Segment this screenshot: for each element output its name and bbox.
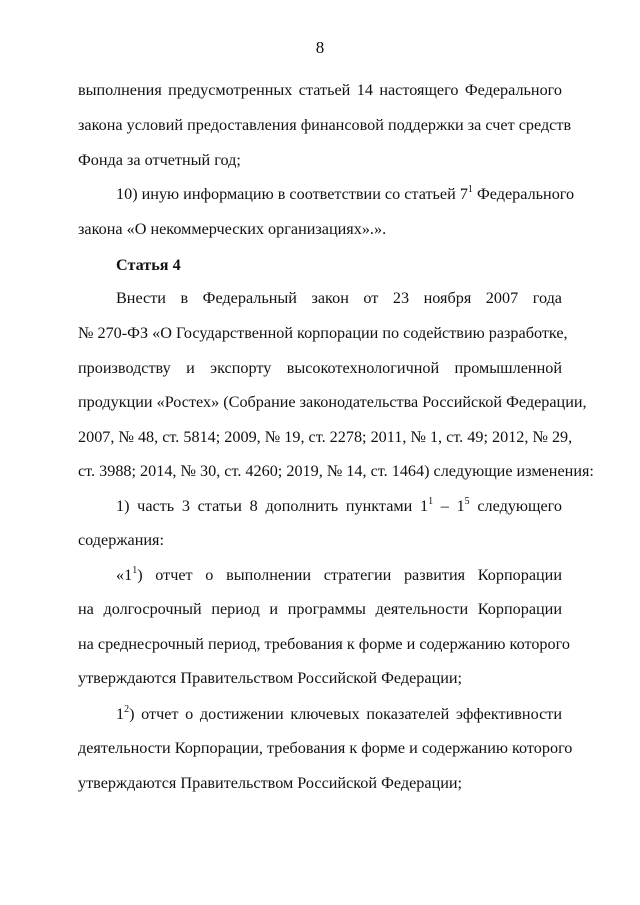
text-line: Внести в Федеральный закон от 23 ноября 2007 года: [116, 289, 562, 307]
text-line: Фонда за отчетный год;: [78, 151, 241, 169]
text-run: 1) часть 3 статьи 8 дополнить пунктами 1: [116, 497, 429, 515]
text-line: на среднесрочный период, требования к форме и содержанию которого: [78, 635, 570, 653]
text-run: 1: [116, 705, 125, 723]
text-line: утверждаются Правительством Российской Федерации;: [78, 774, 463, 792]
text-line: [116, 183, 575, 204]
text-line: содержания:: [78, 531, 164, 549]
text-line: 2007, № 48, ст. 5814; 2009, № 19, ст. 2278; 2011, № 1, ст. 49; 2012, № 29,: [78, 428, 573, 446]
text-line: закона «О некоммерческих организациях».».: [78, 220, 387, 238]
text-run: следующего: [469, 497, 563, 515]
superscript: 5: [464, 495, 470, 507]
text-line: ст. 3988; 2014, № 30, ст. 4260; 2019, № 14, ст. 1464) следующие изменения:: [78, 462, 594, 480]
text-line: [116, 704, 562, 724]
text-line: утверждаются Правительством Российской Федерации;: [78, 669, 463, 687]
text-line: продукции «Ростех» (Собрание законодательства Российской Федерации,: [78, 393, 587, 411]
text-run: «1: [116, 566, 133, 584]
superscript: 2: [124, 703, 130, 715]
superscript: 1: [428, 495, 434, 507]
page-number: 8: [315, 38, 325, 57]
text-line: деятельности Корпорации, требования к форме и содержанию которого: [78, 739, 573, 757]
text-run: ) отчет о достижении ключевых показателей эффективности: [129, 705, 562, 723]
text-line: [116, 496, 562, 516]
text-line: закона условий предоставления финансовой поддержки за счет средств: [78, 116, 572, 134]
text-run: – 1: [433, 497, 465, 515]
superscript: 1: [132, 564, 138, 576]
text-line: выполнения предусмотренных статьей 14 настоящего Федерального: [78, 81, 562, 99]
text-line: на долгосрочный период и программы деятельности Корпорации: [78, 600, 562, 618]
text-run: Федерального: [472, 185, 575, 203]
text-run: 10) иную информацию в соответствии со статьей 7: [116, 185, 468, 203]
text-line: [116, 565, 562, 585]
text-line: производству и экспорту высокотехнологичной промышленной: [78, 359, 562, 377]
text-run: ) отчет о выполнении стратегии развития Корпорации: [137, 566, 562, 584]
text-line: № 270-ФЗ «О Государственной корпорации по содействию разработке,: [78, 324, 568, 342]
superscript: 1: [467, 183, 473, 195]
article-heading: Статья 4: [116, 256, 181, 274]
